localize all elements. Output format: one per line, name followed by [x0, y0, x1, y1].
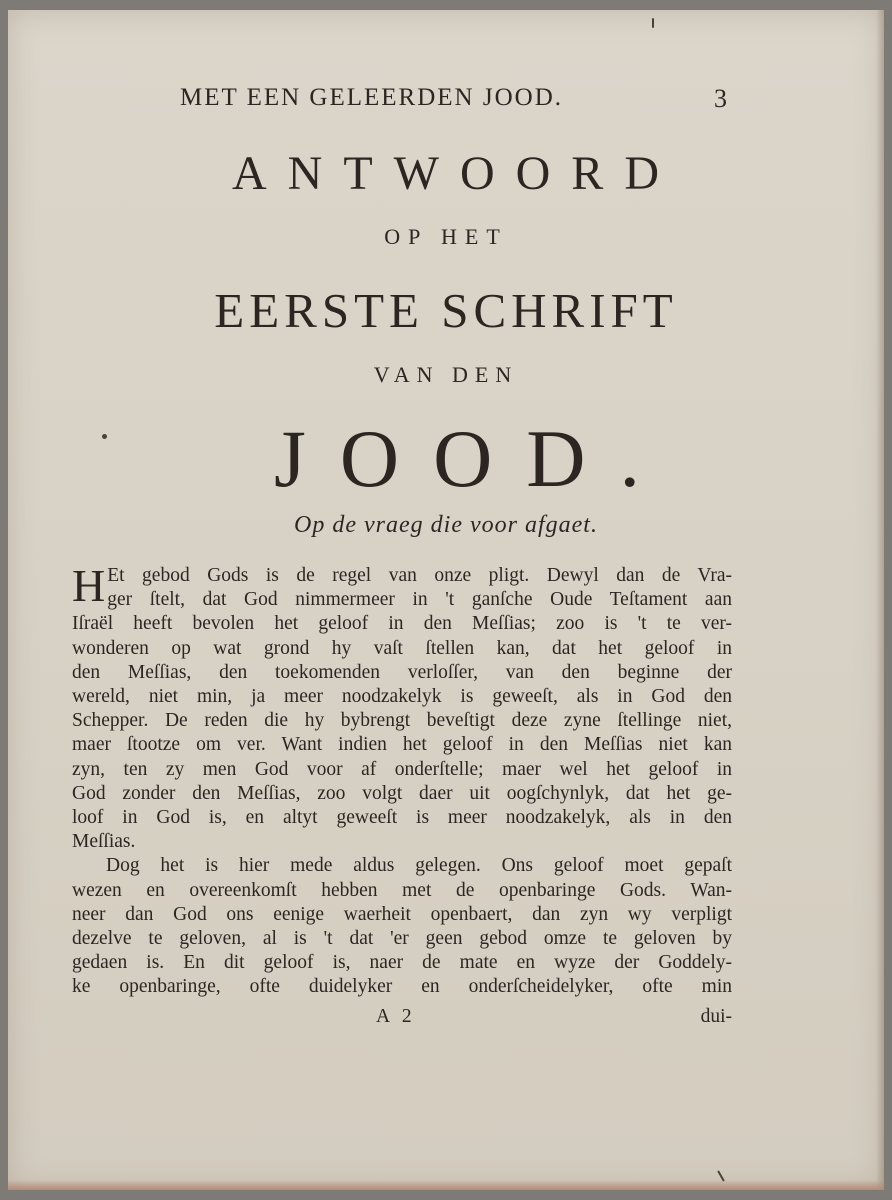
ink-speck [652, 18, 654, 28]
text-line: God zonder den Meſſias, zoo volgt daer uit oogſchynlyk, dat het ge- [72, 782, 732, 804]
text-line: Meſſias. [72, 831, 136, 853]
text-line: wereld, niet min, ja meer noodzakelyk is geweeſt, als in God den [72, 686, 732, 708]
paragraph-2 [72, 854, 732, 999]
text-line: den Meſſias, den toekomenden verloſſer, van den beginne der [72, 661, 732, 683]
text-line: ger ſtelt, dat God nimmermeer in 't ganſche Oude Teſtament aan [107, 589, 732, 611]
ink-speck [102, 434, 107, 439]
text-line: ke openbaringe, ofte duidelyker en onderſcheidelyker, ofte min [72, 976, 732, 998]
text-line: neer dan God ons eenige waerheit openbaert, dan zyn wy verpligt [72, 903, 732, 925]
running-head-title: MET EEN GELEERDEN JOOD. [180, 84, 563, 111]
text-line: gedaen is. En dit geloof is, naer de mate en wyze der Goddely- [72, 952, 732, 974]
paragraph-1 [72, 560, 732, 854]
text-line: Et gebod Gods is de regel van onze pligt. Dewyl dan de Vra- [107, 565, 732, 586]
book-page [8, 10, 884, 1190]
drop-cap: H [72, 560, 106, 611]
text-line: wonderen op wat grond hy vaſt ſtellen kan, dat het geloof in [72, 637, 732, 659]
title-van-den: VAN DEN [373, 362, 519, 387]
text-line: loof in God is, en altyt geweeſt is meer noodzakelyk, als in den [72, 807, 732, 829]
signature-mark: A 2 [376, 1006, 416, 1027]
section-subtitle: Op de vraeg die voor afgaet. [294, 512, 598, 538]
text-line: wezen en overeenkomſt hebben met de openbaringe Gods. Wan- [72, 879, 732, 901]
catchword: dui- [700, 1006, 732, 1027]
text-line: Dog het is hier mede aldus gelegen. Ons geloof moet gepaſt [106, 855, 732, 877]
text-line: Schepper. De reden die hy bybrengt beveſtigt deze zyne ſtellinge niet, [72, 710, 732, 732]
text-line: Iſraël heeft bevolen het geloof in den Meſſias; zoo is 't te ver- [72, 613, 732, 635]
text-line: maer ſtootze om ver. Want indien het geloof in den Meſſias niet kan [72, 734, 732, 756]
title-jood: JOOD. [273, 413, 675, 504]
text-line: zyn, ten zy men God voor af onderſtelle; maer wel het geloof in [72, 758, 732, 780]
title-antwoord: ANTWOORD [232, 147, 680, 200]
page-number: 3 [714, 84, 727, 113]
body-text [72, 560, 732, 1000]
page-edge-bottom [8, 1180, 884, 1190]
title-op-het: OP HET [384, 224, 508, 249]
title-eerste-schrift: EERSTE SCHRIFT [214, 283, 678, 338]
page-footer [72, 1006, 732, 1032]
text-line: dezelve te geloven, al is 't dat 'er geen gebod omze te geloven by [72, 928, 732, 950]
